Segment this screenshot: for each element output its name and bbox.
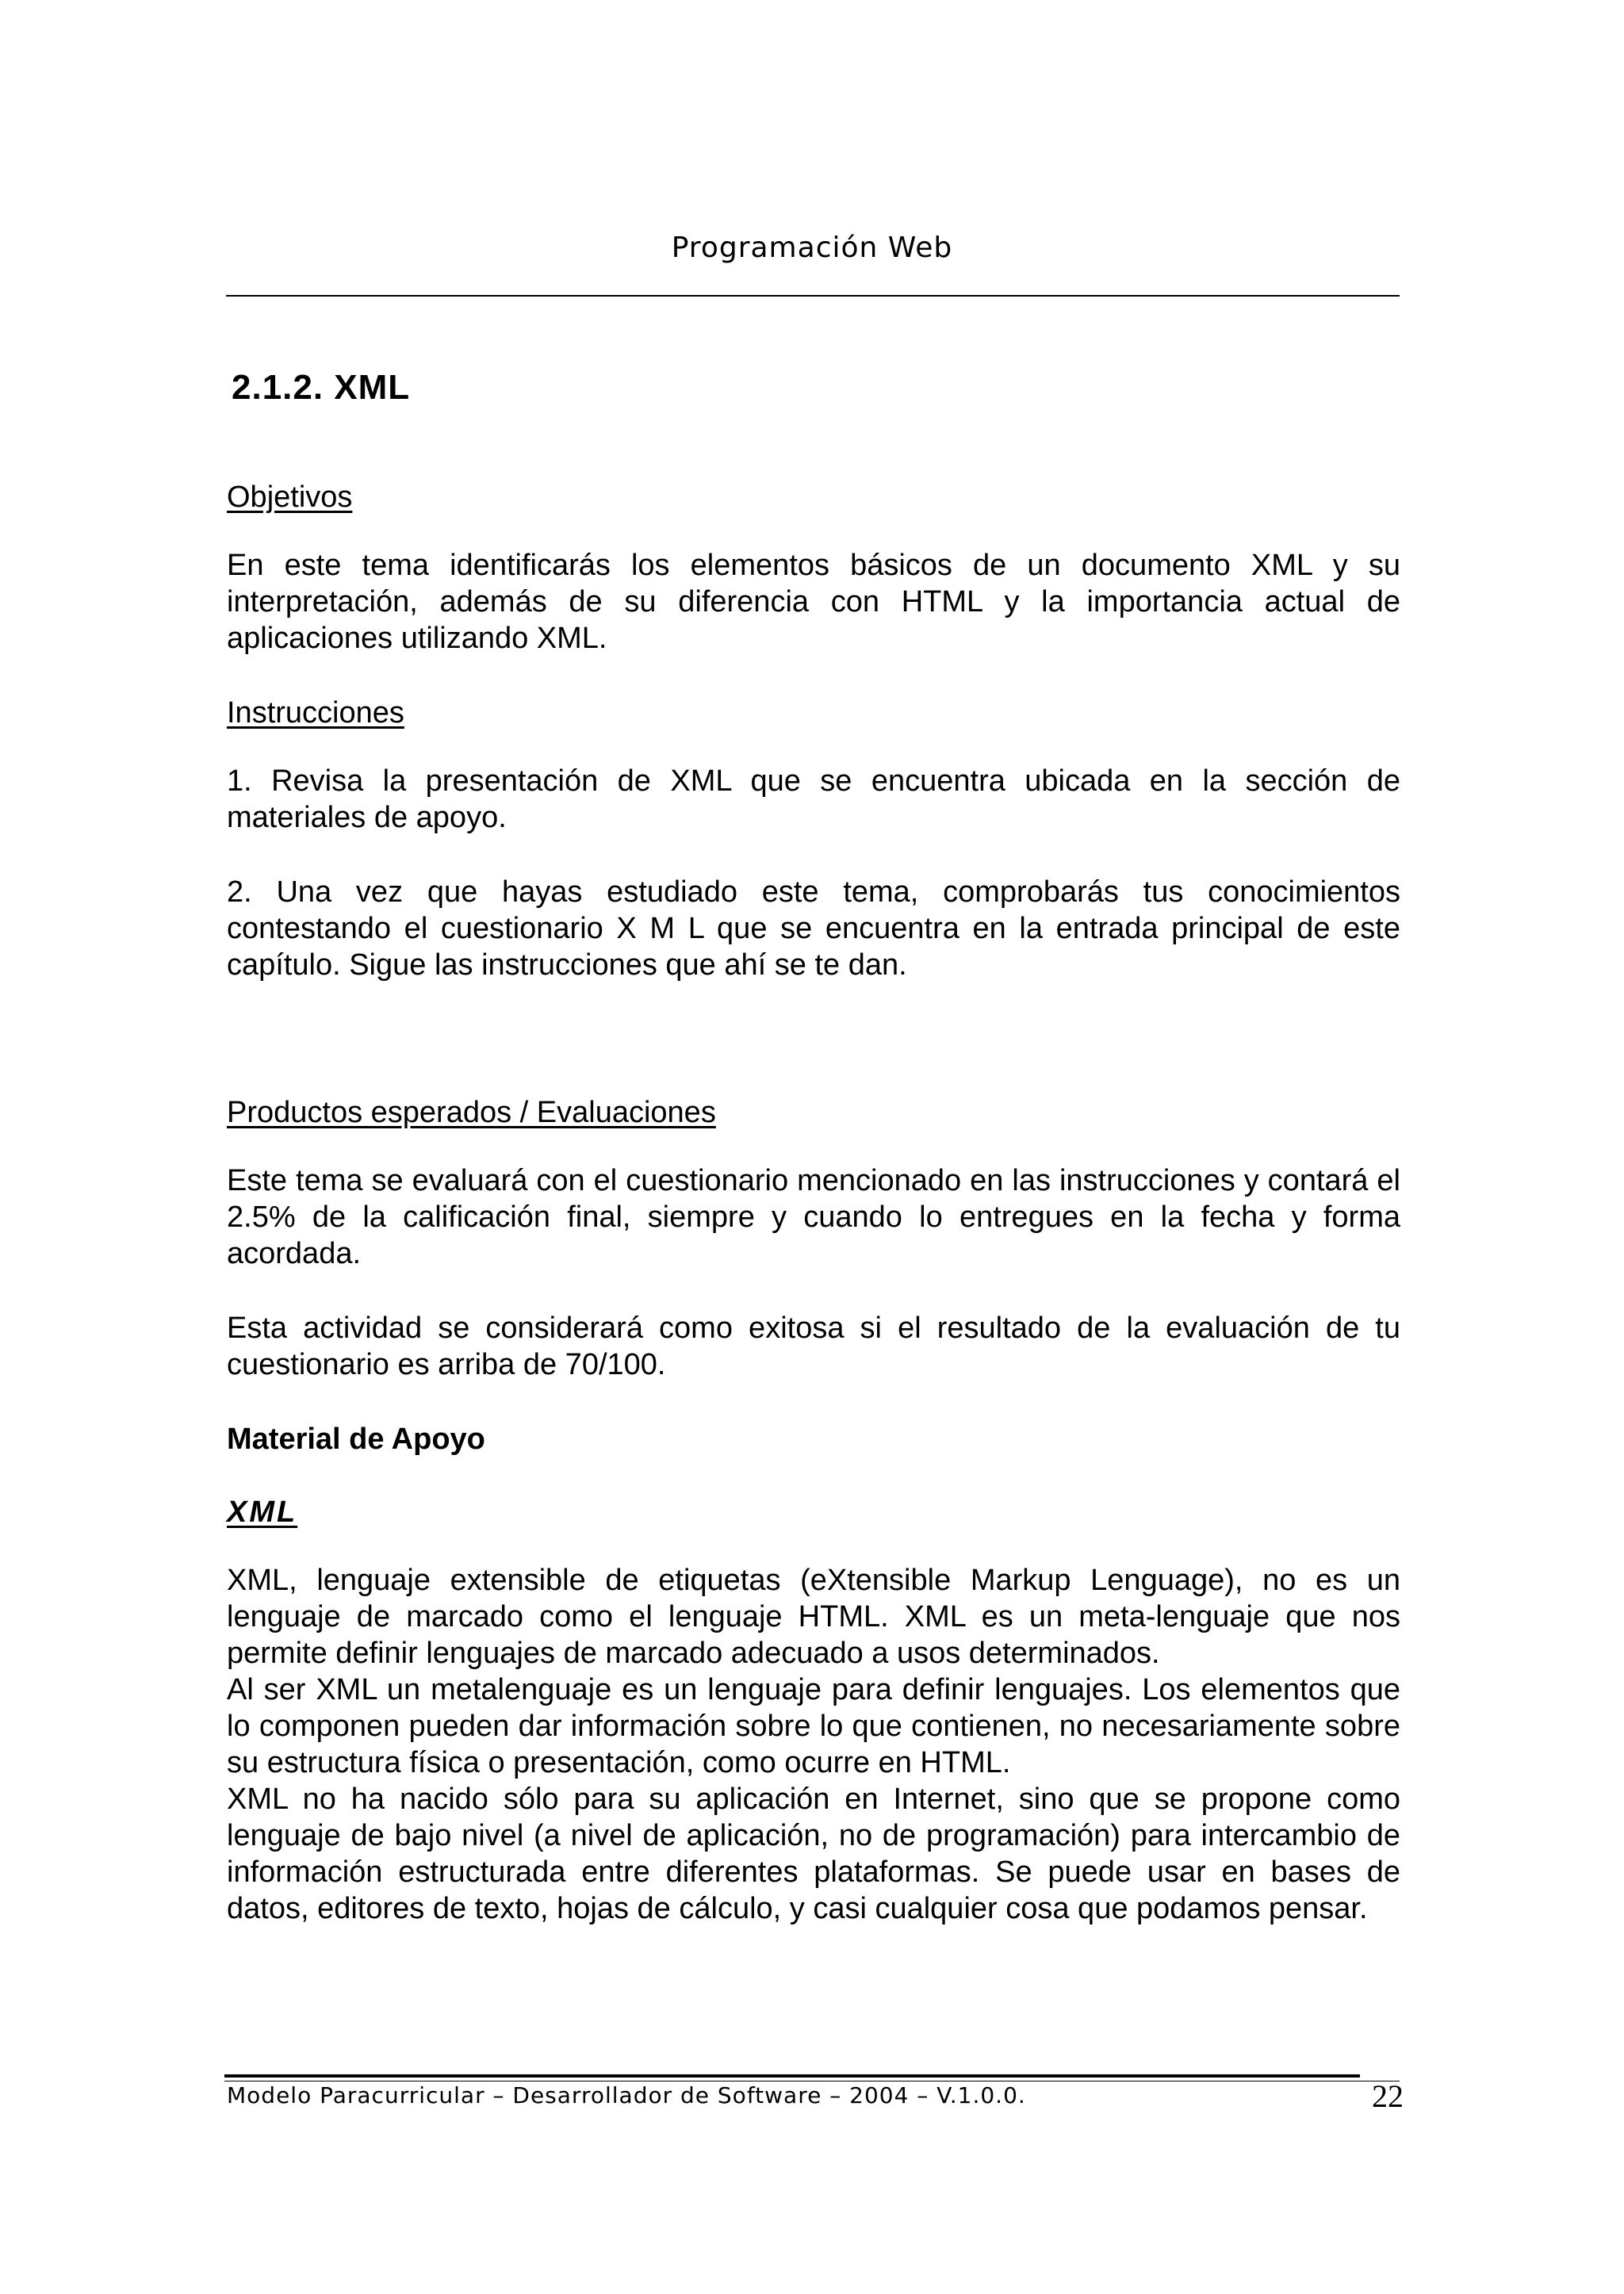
material-body (227, 1562, 1400, 1927)
instruction-item-1: 1. Revisa la presentación de XML que se encuentra ubicada en la sección de materiales de apoyo. (227, 764, 1400, 834)
productos-paragraph-2: Esta actividad se considerará como exitosa si el resultado de la evaluación de tu cuestionario es arriba de 70/100. (227, 1312, 1400, 1381)
instrucciones-heading: Instrucciones (227, 696, 404, 730)
material-paragraph-2: Al ser XML un metalenguaje es un lenguaje para definir lenguajes. Los elementos que lo componen pueden dar información sobre lo que contienen, no necesariamente sobre su estructura física o presentación, como ocurre en HTML. (227, 1673, 1400, 1779)
section-title: 2.1.2. XML (232, 368, 411, 407)
material-heading: Material de Apoyo (227, 1423, 485, 1456)
footer-rule-thick (224, 2074, 1360, 2078)
page-number: 22 (1372, 2078, 1404, 2114)
productos-heading: Productos esperados / Evaluaciones (227, 1096, 716, 1129)
header-rule (226, 295, 1400, 297)
running-header: Programación Web (671, 232, 953, 264)
page-content (227, 370, 1400, 1927)
productos-paragraph-1: Este tema se evaluará con el cuestionario mencionado en las instrucciones y contará el 2.5% de la calificación final, siempre y cuando lo entregues en la fecha y forma acordada. (227, 1164, 1400, 1270)
running-footer: Modelo Paracurricular – Desarrollador de Software – 2004 – V.1.0.0. (227, 2082, 1026, 2108)
material-paragraph-3: XML no ha nacido sólo para su aplicación en Internet, sino que se propone como lenguaje de bajo nivel (a nivel de aplicación, no de programación) para intercambio de información estructurada entre diferentes plataformas. Se puede usar en bases de datos, editores de texto, hojas de cálculo, y casi cualquier cosa que podamos pensar. (227, 1783, 1400, 1925)
objetivos-heading: Objetivos (227, 481, 353, 514)
instruction-item-2: 2. Una vez que hayas estudiado este tema, comprobarás tus conocimientos contestando el cuestionario X M L que se encuentra en la entrada principal de este capítulo. Sigue las instrucciones que ahí se te dan. (227, 875, 1400, 982)
objetivos-paragraph: En este tema identificarás los elementos básicos de un documento XML y su interpretación, además de su diferencia con HTML y la importancia actual de aplicaciones utilizando XML. (227, 549, 1400, 655)
material-paragraph-1: XML, lenguaje extensible de etiquetas (eXtensible Markup Lenguage), no es un lenguaje de marcado como el lenguaje HTML. XML es un meta-lenguaje que nos permite definir lenguajes de marcado adecuado a usos determinados. (227, 1564, 1400, 1670)
vertical-spacer (227, 1021, 1400, 1094)
material-subheading: XML (227, 1496, 298, 1529)
